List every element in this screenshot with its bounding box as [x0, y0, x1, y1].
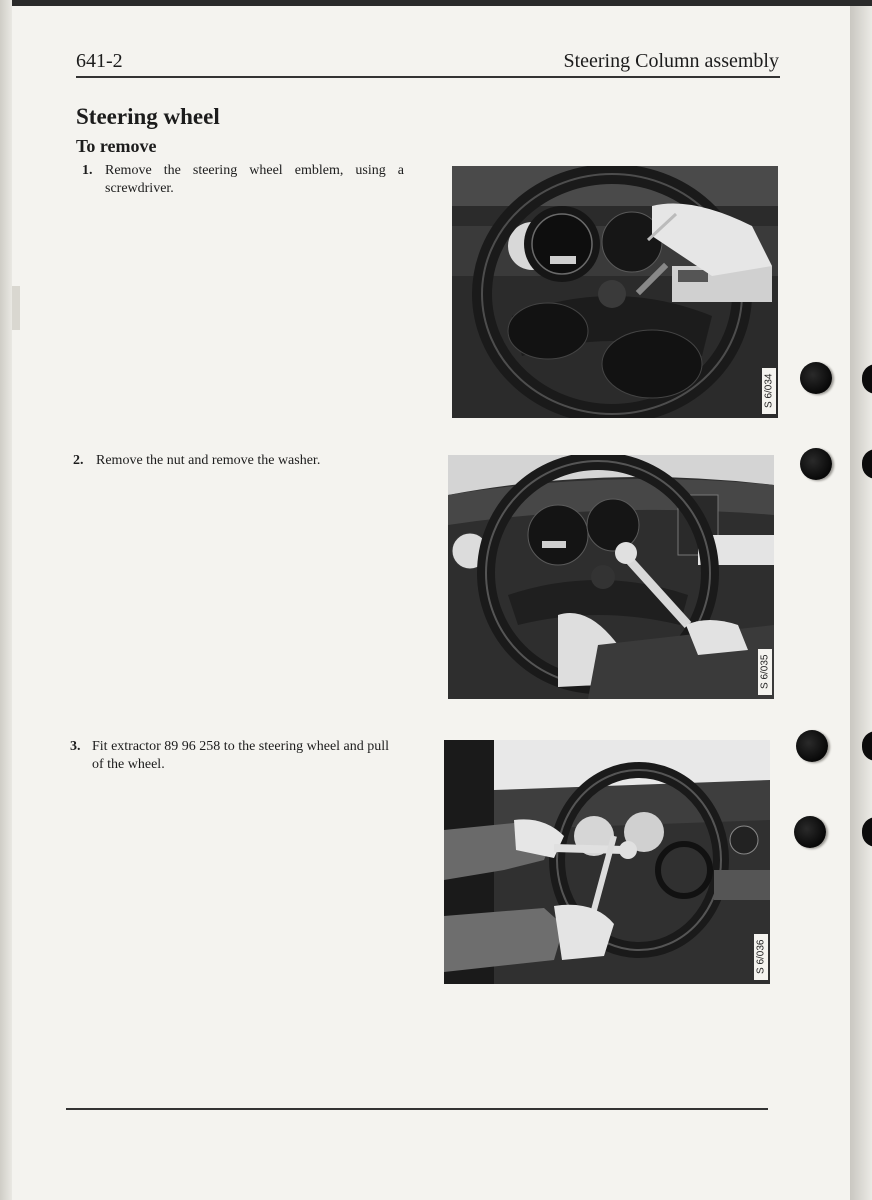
page-number: 641-2	[76, 50, 123, 72]
figure-1-photo	[452, 166, 778, 418]
punch-hole	[796, 730, 828, 762]
figure-code: S 6/034	[762, 368, 776, 414]
subsection-title: To remove	[76, 136, 157, 156]
step-text: Remove the nut and remove the washer.	[96, 453, 321, 468]
footer-rule	[66, 1108, 768, 1110]
figure-code: S 6/036	[754, 934, 768, 980]
step-number: 1.	[82, 163, 93, 178]
steering-wheel-emblem-photo	[452, 166, 778, 418]
figure-2-photo	[448, 455, 774, 699]
punch-hole	[800, 362, 832, 394]
step-text: Remove the steering wheel emblem, using a screwdriver.	[105, 163, 404, 196]
figure-code: S 6/035	[758, 649, 772, 695]
figure-3-photo	[444, 740, 770, 984]
page-edge-tab	[12, 286, 20, 330]
steering-wheel-extractor-photo	[444, 740, 770, 984]
step-text: Fit extractor 89 96 258 to the steering wheel and pull of the wheel.	[92, 739, 390, 772]
chapter-title: Steering Column assembly	[563, 50, 779, 72]
punch-hole	[794, 816, 826, 848]
step-number: 2.	[73, 453, 84, 468]
steering-wheel-nut-photo	[448, 455, 774, 699]
page-left-shadow	[0, 0, 12, 1200]
header-rule	[76, 76, 780, 78]
section-title: Steering wheel	[76, 104, 220, 129]
next-page-edge	[850, 6, 872, 1200]
step-number: 3.	[70, 739, 81, 754]
punch-hole	[800, 448, 832, 480]
